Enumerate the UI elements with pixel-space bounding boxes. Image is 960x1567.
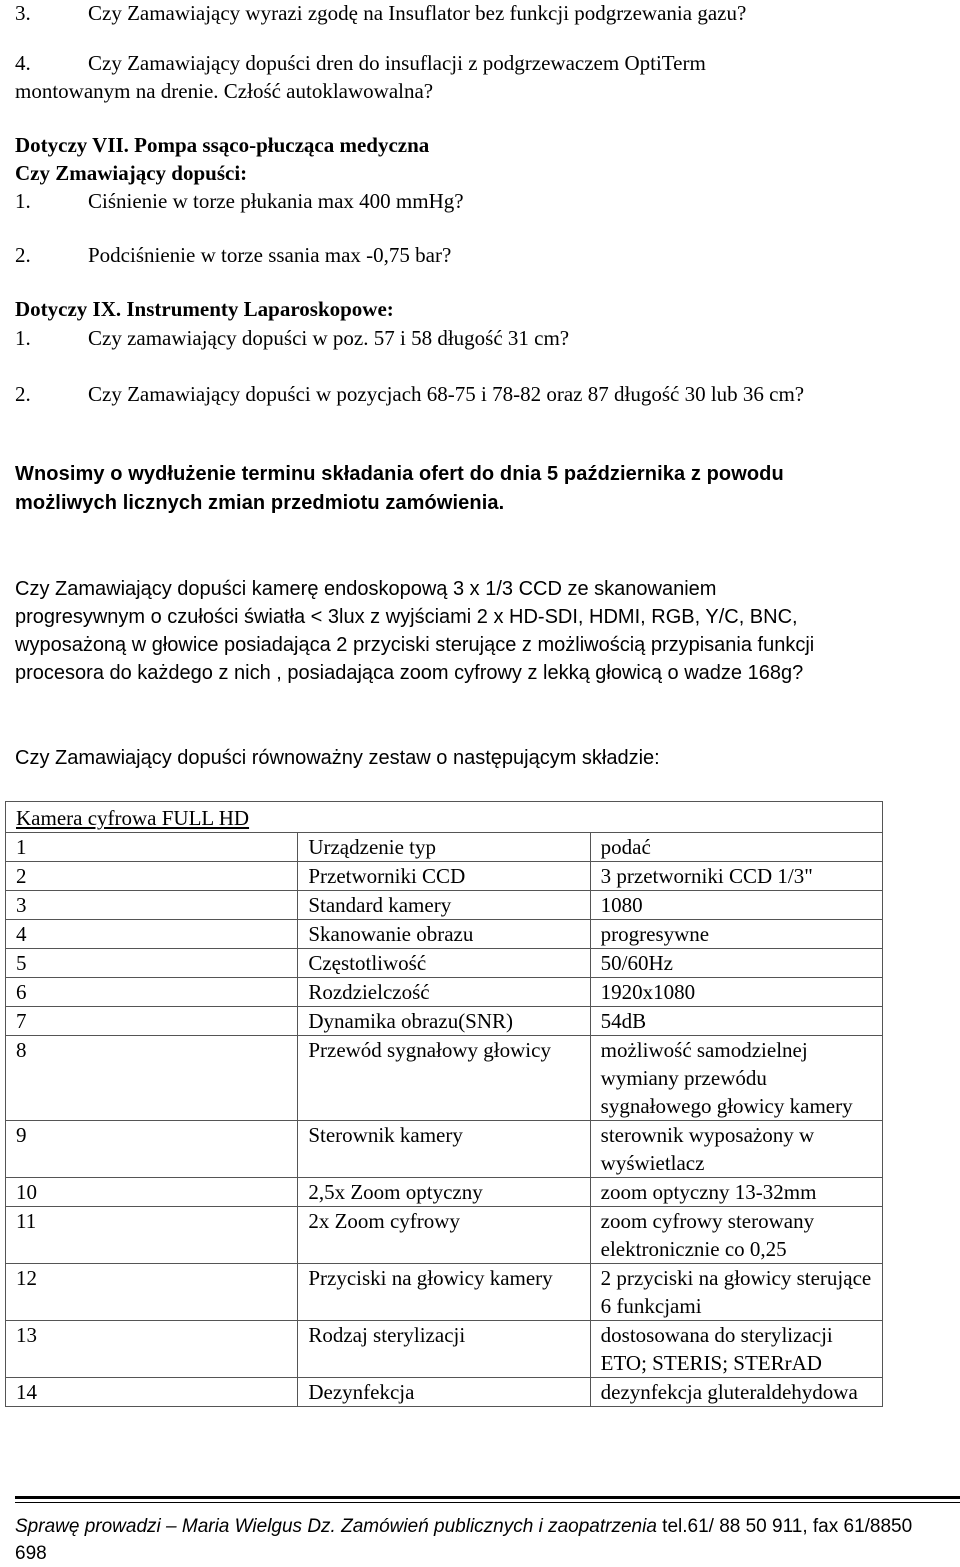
footer-divider-thin [15,1502,960,1503]
table-row [6,1036,883,1121]
row-value: zoom optyczny 13-32mm [590,1178,882,1207]
question-text: Czy Zamawiający dopuści dren do insuflacji z podgrzewaczem OptiTerm [88,51,706,75]
row-parameter: Przewód sygnałowy głowicy [298,1036,590,1121]
question-number: 3. [15,1,31,25]
row-value: możliwość samodzielnej wymiany przewódu sygnałowego głowicy kamery [590,1036,882,1121]
section-9-question-1 [15,325,569,351]
row-number: 6 [6,978,298,1007]
row-number: 2 [6,862,298,891]
deadline-request-line-1: Wnosimy o wydłużenie terminu składania ofert do dnia 5 października z powodu [15,463,784,485]
footer-contact: tel.61/ 88 50 911, fax 61/8850 [656,1516,913,1537]
row-value: zoom cyfrowy sterowany elektronicznie co 0,25 [590,1207,882,1264]
question-4 [15,50,706,76]
row-parameter: Rozdzielczość [298,978,590,1007]
row-value: 3 przetworniki CCD 1/3" [590,862,882,891]
row-parameter: Przyciski na głowicy kamery [298,1264,590,1321]
row-parameter: Częstotliwość [298,949,590,978]
camera-question-line-2: progresywnym o czułości światła < 3lux z wyjściami 2 x HD-SDI, HDMI, RGB, Y/C, BNC, [15,606,798,628]
row-number: 4 [6,920,298,949]
table-row [6,1178,883,1207]
footer-case-officer: Sprawę prowadzi – Maria Wielgus Dz. Zamówień publicznych i zaopatrzenia [15,1516,657,1537]
row-value: 1080 [590,891,882,920]
table-row [6,1321,883,1378]
table-title-row [6,802,883,833]
row-number: 1 [6,833,298,862]
row-number: 9 [6,1121,298,1178]
row-value: 1920x1080 [590,978,882,1007]
table-row [6,978,883,1007]
table-row [6,1264,883,1321]
section-9-title: Dotyczy IX. Instrumenty Laparoskopowe: [15,297,394,321]
table-row [6,1207,883,1264]
question-number: 2. [15,382,31,406]
camera-question-line-3: wyposażoną w głowice posiadająca 2 przyciski sterujące z możliwością przypisania funkcji [15,634,815,656]
row-parameter: Standard kamery [298,891,590,920]
row-number: 11 [6,1207,298,1264]
question-text: Czy Zamawiający dopuści w pozycjach 68-75 i 78-82 oraz 87 długość 30 lub 36 cm? [88,382,805,406]
camera-question-line-4: procesora do każdego z nich , posiadająca zoom cyfrowy z lekką głowicą o wadze 168g? [15,662,804,684]
question-number: 4. [15,51,31,75]
question-text: Czy Zamawiający wyrazi zgodę na Insuflator bez funkcji podgrzewania gazu? [88,1,747,25]
question-3 [15,0,746,26]
row-parameter: Przetworniki CCD [298,862,590,891]
row-value: dostosowana do sterylizacji ETO; STERIS; STERrAD [590,1321,882,1378]
question-text: Podciśnienie w torze ssania max -0,75 bar? [88,243,452,267]
camera-spec-table [5,801,883,1407]
row-parameter: Dezynfekcja [298,1378,590,1407]
row-number: 5 [6,949,298,978]
question-text: Ciśnienie w torze płukania max 400 mmHg? [88,189,464,213]
row-parameter: Urządzenie typ [298,833,590,862]
row-value: dezynfekcja gluteraldehydowa [590,1378,882,1407]
row-number: 12 [6,1264,298,1321]
question-number: 2. [15,243,31,267]
question-number: 1. [15,326,31,350]
row-number: 7 [6,1007,298,1036]
row-parameter: Dynamika obrazu(SNR) [298,1007,590,1036]
table-row [6,1121,883,1178]
row-number: 8 [6,1036,298,1121]
table-row [6,833,883,862]
row-value: 54dB [590,1007,882,1036]
row-value: sterownik wyposażony w wyświetlacz [590,1121,882,1178]
section-7-title: Dotyczy VII. Pompa ssąco-płucząca medyczna [15,133,430,157]
row-parameter: Sterownik kamery [298,1121,590,1178]
row-number: 10 [6,1178,298,1207]
row-parameter: Rodzaj sterylizacji [298,1321,590,1378]
row-value: podać [590,833,882,862]
row-parameter: Skanowanie obrazu [298,920,590,949]
table-row [6,1378,883,1407]
row-number: 13 [6,1321,298,1378]
camera-question [15,575,950,687]
section-7-intro: Czy Zmawiający dopuści: [15,161,248,185]
section-9-question-2 [15,381,804,407]
table-row [6,1007,883,1036]
row-parameter: 2x Zoom cyfrowy [298,1207,590,1264]
section-7-question-2 [15,242,451,268]
footer [15,1513,950,1567]
table-row [6,862,883,891]
camera-question-line-1: Czy Zamawiający dopuści kamerę endoskopową 3 x 1/3 CCD ze skanowaniem [15,578,717,600]
section-7-question-1 [15,188,464,214]
row-value: progresywne [590,920,882,949]
footer-divider [15,1496,960,1499]
set-intro: Czy Zamawiający dopuści równoważny zestaw o następującym składzie: [15,747,660,769]
table-title: Kamera cyfrowa FULL HD [6,802,883,833]
row-parameter: 2,5x Zoom optyczny [298,1178,590,1207]
footer-contact-continued: 698 [15,1543,47,1564]
question-number: 1. [15,189,31,213]
question-text: Czy zamawiający dopuści w poz. 57 i 58 długość 31 cm? [88,326,570,350]
table-row [6,949,883,978]
row-number: 3 [6,891,298,920]
row-value: 50/60Hz [590,949,882,978]
row-number: 14 [6,1378,298,1407]
deadline-request-line-2: możliwych licznych zmian przedmiotu zamówienia. [15,492,505,514]
question-4-continued: montowanym na drenie. Człość autoklawowalna? [15,79,434,103]
row-value: 2 przyciski na głowicy sterujące 6 funkcjami [590,1264,882,1321]
table-row [6,891,883,920]
table-row [6,920,883,949]
